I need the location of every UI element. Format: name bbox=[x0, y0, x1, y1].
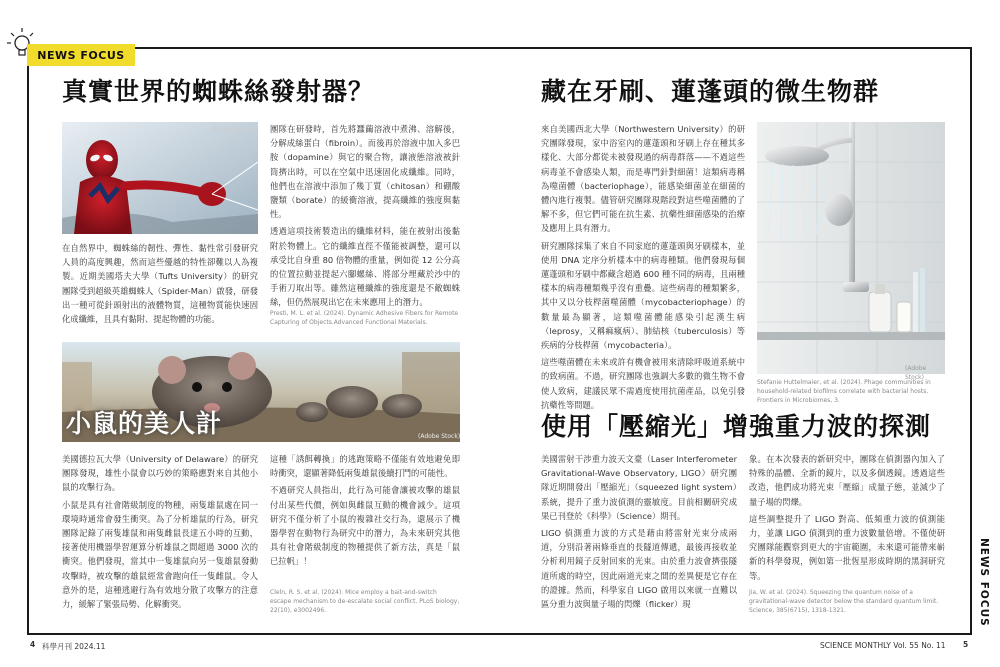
toothbrush-body bbox=[541, 122, 745, 410]
ligo-paragraph-4: 這些調整提升了 LIGO 對高、低頻重力波的偵測能力，並讓 LIGO 偵測到的重力波數量倍增。不僅使研究團隊能觀察到更大的宇宙範圍，未來還可能帶來嶄新的科學發現，例如第一批恆星形成時期的黑洞研究等。 bbox=[749, 513, 945, 581]
ligo-reference: Jia, W. et al. (2024). Squeezing the quantum noise of a gravitational-wave detector below the standard quantum limit. Science, 385(6715), 1318-1321. bbox=[749, 589, 939, 614]
section-tag: NEWS FOCUS bbox=[27, 44, 135, 66]
toothbrush-caption: Stefanie Huttelmaier, et al. (2024). Phage communities in household-related biofilms correlate with bacterial hosts. Frontiers in Microbiomes, 3. bbox=[757, 379, 931, 404]
mice-body-left bbox=[62, 452, 258, 608]
left-footer-title: 科學月刊 2024.11 bbox=[42, 642, 106, 651]
mice-paragraph-1: 美國德拉瓦大學（University of Delaware）的研究團隊發現，雄性小鼠會以巧妙的策略應對來自其他小鼠的攻擊行為。 bbox=[62, 454, 258, 493]
ligo-paragraph-3: 象。在本次發表的新研究中，團隊在偵測器內加入了特殊的晶體、全新的鏡片，以及多個透鏡。透過這些改造，他們成功將光束「壓縮」成量子態，並減少了量子場的閃爍。 bbox=[749, 454, 945, 507]
ligo-title: 使用「壓縮光」增強重力波的探測 bbox=[541, 412, 932, 441]
left-page-number: 4 bbox=[30, 640, 36, 649]
right-page-number: 5 bbox=[963, 640, 969, 649]
side-section-tag: NEWS FOCUS bbox=[978, 538, 990, 627]
spider-paragraph-2: 透過這項技術製造出的纖維材料，能在被射出後黏附於物體上。它的纖維直徑不僅能被調整，還可以承受比自身重 80 倍物體的重量，例如從 12 公分高的位置拉動並提起六腳螺絲、將部分埋藏於沙中的手術刀取出等。雖然這種纖維的強度還是不敵蜘蛛絲，但仍然展現出它在未來應用上的潛力。 bbox=[270, 226, 460, 308]
spider-title: 真實世界的蜘蛛絲發射器？ bbox=[62, 77, 375, 106]
mice-paragraph-4: 不過研究人員指出，此行為可能會讓被攻擊的雄鼠付出某些代價，例如與雌鼠互動的機會減少。這項研究不僅分析了小鼠的複雜社交行為，還展示了機器學習在動物行為研究中的潛力，為未來研究其他具有社會階級制度的物種提供了新方法，真是「鼠已拉帆」！ bbox=[270, 485, 460, 567]
ligo-body-right bbox=[749, 452, 945, 580]
spider-image-credit: (Adobe Stock) bbox=[210, 126, 253, 133]
spiderman-image bbox=[62, 122, 258, 234]
mice-body-right bbox=[270, 452, 460, 580]
shower-image-credit: (Adobe Stock) bbox=[905, 365, 927, 381]
spider-body bbox=[270, 122, 460, 320]
mice-paragraph-2: 小鼠是具有社會階級制度的物種，兩隻雄鼠處在同一環境時通常會發生衝突。為了分析雄鼠的行為，研究團隊記錄了兩隻雄鼠和兩隻雌鼠長達五小時的互動，接著使用機器學習運算分析雄鼠之間超過 3000 次的衝突。他們發現，當其中一隻雄鼠向另一隻雄鼠發動攻擊時，被攻擊的雄鼠經常會跑向任一隻雌鼠。令人意外的是，這種逃避行為有效地分散了攻擊方的注意力，緩解了緊張局勢、化解衝突。 bbox=[62, 499, 258, 610]
spider-intro: 在自然界中，蜘蛛絲的韌性、彈性、黏性常引發研究人員的高度興趣，然而這些優越的特性卻難以人為複製。近期美國塔夫大學（Tufts University）的研究團隊受到超級英雄蜘蛛人（Spider-Man）啟發，研發出一種可從針頭射出的液體物質，這種物質能快速固化成纖維，且具有黏附、提起物體的功能。 bbox=[62, 243, 258, 325]
ligo-body-left bbox=[541, 452, 737, 608]
toothbrush-paragraph-2: 研究團隊採集了來自不同家庭的蓮蓬頭與牙刷樣本，並使用 DNA 定序分析樣本中的病毒種類。他們發現每個蓮蓬頭和牙刷中都藏含超過 600 種不同的病毒，且兩種樣本的病毒種類幾乎沒有重疊。這些病毒的種類繁多，其中又以分枝桿菌噬菌體（mycobacteriophage）的數量最為顯著，這類噬菌體能感染引起漢生病（leprosy，又稱痲瘋病）、肺結核（tuberculosis）等疾病的分枝桿菌（mycobacteria）。 bbox=[541, 240, 745, 351]
shower-image bbox=[757, 122, 945, 374]
mice-image-credit: (Adobe Stock) bbox=[418, 433, 461, 440]
spider-paragraph-1: 團隊在研發時，首先將蠶繭溶液中煮沸、溶解後，分解成絲蛋白（fibroin）。而後再於溶液中加入多巴胺（dopamine）與它的聚合物，讓液態溶液被針筒擠出時，可以在空氣中迅速固化成纖維。同時，他們也在溶液中添加了幾丁質（chitosan）和硼酸鹽類（borate）的緩衝溶液，提高纖維的強度與黏性。 bbox=[270, 124, 460, 220]
mice-title: 小鼠的美人計 bbox=[66, 409, 223, 438]
mice-reference: Cleln, R. S. et al. (2024). Mice employ a bait-and-switch escape mechanism to de-escalate social conflict. PLoS biology, 22(10), e3002496. bbox=[270, 589, 460, 614]
ligo-paragraph-2: LIGO 偵測重力波的方式是藉由將雷射光束分成兩道，分別沿著兩條垂直的長隧道傳遞，最後再接收並分析利用鏡子反射回來的光束。由於重力波會擠張隧道所處的時空，因此兩道光束之間的差異便是它存在的證據。然而，科學家自 LIGO 啟用以來就一直難以區分重力波與量子場的閃爍（flicker）現 bbox=[541, 528, 737, 610]
toothbrush-title: 藏在牙刷、蓮蓬頭的微生物群 bbox=[541, 77, 880, 106]
right-footer-title: SCIENCE MONTHLY Vol. 55 No. 11 bbox=[820, 641, 946, 650]
ligo-paragraph-1: 美國雷射干涉重力波天文臺（Laser Interferometer Gravitational-Wave Observatory, LIGO）研究團隊近期開發出「壓縮光」（squeezed light system）系統，提升了重力波偵測的靈敏度。目前相關研究成果已刊登於《科學》（Science）期刊。 bbox=[541, 454, 737, 521]
mice-paragraph-3: 這種「誘餌轉換」的逃跑策略不僅能有效地避免即時衝突，還顯著降低兩隻雄鼠後續打鬥的可能性。 bbox=[270, 454, 460, 479]
toothbrush-paragraph-1: 來自美國西北大學（Northwestern University）的研究團隊發現，家中浴室內的蓮蓬頭和牙刷上存在種其多樣化、大部分都從未被發現過的病毒群落——不過這些病毒並不會感染人類，而是專門針對細菌！這類病毒稱為噬菌體（bacteriophage），能感染細菌並在細菌的體內進行複製。儘管研究團隊現階段對這些噬菌體的了解不多，但它們可能在抗生素、抗藥性細菌感染的治療及應用上具有潛力。 bbox=[541, 124, 745, 234]
toothbrush-paragraph-3: 這些噬菌體在未來或許有機會被用來清除呼吸道系統中的致病菌。不過，研究團隊也強調大多數的微生物不會使人致病，建議民眾不需過度使用抗菌產品，以免引發抗藥性等問題。 bbox=[541, 357, 745, 410]
spider-reference: Presti, M. L. et al. (2024). Dynamic Adhesive Fibers for Remote Capturing of Objects.Advanced Functional Materials. bbox=[270, 310, 459, 326]
